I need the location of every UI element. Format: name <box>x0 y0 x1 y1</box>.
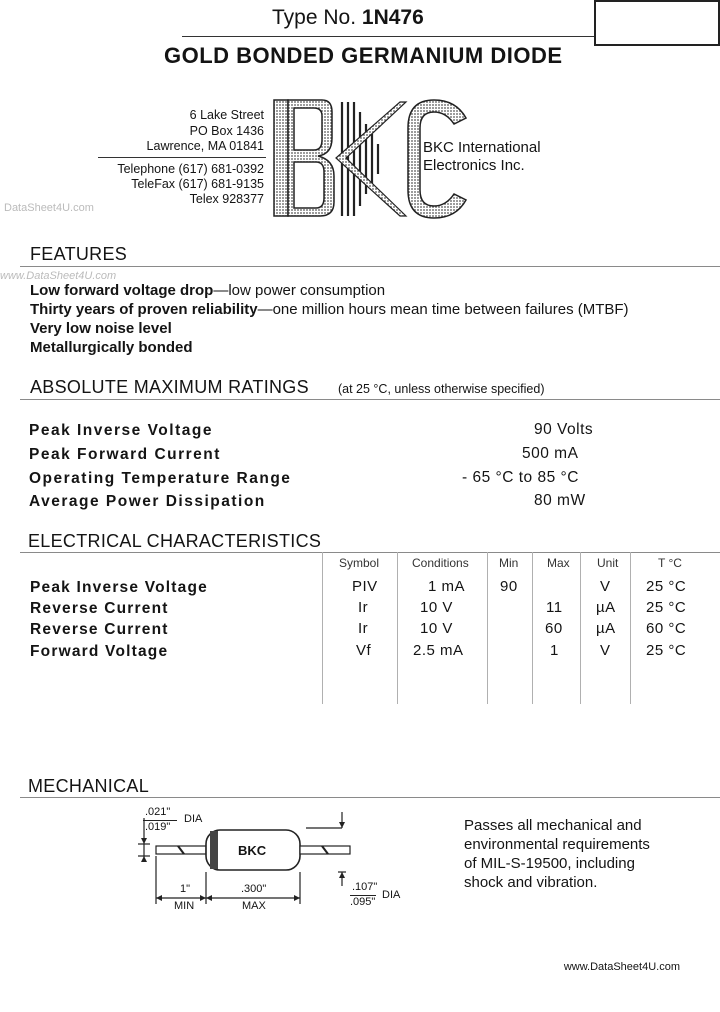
dim-lead-length-note: MIN <box>174 900 195 912</box>
type-prefix: Type No. <box>272 6 357 29</box>
address-rule <box>98 157 266 158</box>
cell-max: 1 <box>550 642 559 659</box>
table-row-label: Reverse Current <box>30 621 169 638</box>
features-rule <box>20 266 720 267</box>
ratings-note: (at 25 °C, unless otherwise specified) <box>338 382 545 396</box>
feature-item <box>30 339 193 356</box>
rating-label: Operating Temperature Range <box>29 470 292 487</box>
mechanical-heading: MECHANICAL <box>28 776 150 796</box>
dim-lead-length: 1" <box>180 883 191 895</box>
feature-bold: Metallurgically bonded <box>30 339 193 356</box>
cell-conditions: 10 V <box>420 620 453 637</box>
feature-bold: Low forward voltage drop <box>30 282 214 299</box>
mechanical-description-line: environmental requirements <box>464 836 650 853</box>
cell-max: 60 <box>545 620 563 637</box>
mechanical-description-line: shock and vibration. <box>464 874 598 891</box>
rating-value: 80 mW <box>534 492 586 509</box>
type-number <box>272 6 424 30</box>
column-header: Symbol <box>339 556 380 570</box>
feature-item <box>30 282 385 299</box>
electrical-rule <box>20 552 720 553</box>
cell-temp: 60 °C <box>646 620 687 637</box>
cell-symbol: PIV <box>352 578 378 595</box>
table-row-label: Forward Voltage <box>30 643 169 660</box>
corner-box <box>594 0 720 46</box>
cell-unit: V <box>600 578 611 595</box>
watermark: www.DataSheet4U.com <box>0 270 117 282</box>
cell-symbol: Ir <box>358 620 369 637</box>
features-heading: FEATURES <box>30 244 128 264</box>
contact-line: Telex 928377 <box>189 192 264 206</box>
table-divider <box>322 552 323 704</box>
cell-unit: V <box>600 642 611 659</box>
table-row-label: Reverse Current <box>30 600 169 617</box>
rating-label: Peak Inverse Voltage <box>29 422 213 439</box>
mechanical-description-line: of MIL-S-19500, including <box>464 855 635 872</box>
ratings-rule <box>20 399 720 400</box>
header-rule <box>182 36 594 37</box>
dim-lead-dia-label: DIA <box>184 813 203 825</box>
mechanical-rule <box>20 797 720 798</box>
table-divider <box>397 552 398 704</box>
rating-value: - 65 °C to 85 °C <box>462 469 579 486</box>
cell-unit: µA <box>596 620 616 637</box>
watermark: DataSheet4U.com <box>4 202 94 214</box>
table-divider <box>532 552 533 704</box>
cell-symbol: Ir <box>358 599 369 616</box>
cell-unit: µA <box>596 599 616 616</box>
cell-conditions: 10 V <box>420 599 453 616</box>
electrical-heading: ELECTRICAL CHARACTERISTICS <box>28 531 322 551</box>
company-name-line2: Electronics Inc. <box>423 157 525 174</box>
mechanical-description-line: Passes all mechanical and <box>464 817 642 834</box>
dim-lead-dia-max: .021" <box>145 806 171 818</box>
cell-symbol: Vf <box>356 642 372 659</box>
column-header: Conditions <box>412 556 469 570</box>
address-line: PO Box 1436 <box>189 124 264 138</box>
dim-body-length-note: MAX <box>242 900 266 912</box>
cell-max: 11 <box>546 599 563 616</box>
cell-conditions: 2.5 mA <box>413 642 464 659</box>
dim-lead-dia-min: .019" <box>145 821 171 833</box>
rating-label: Average Power Dissipation <box>29 493 266 510</box>
ratings-heading: ABSOLUTE MAXIMUM RATINGS <box>30 377 309 397</box>
rating-value: 90 Volts <box>534 421 594 438</box>
feature-bold: Thirty years of proven reliability <box>30 301 258 318</box>
address-line: Lawrence, MA 01841 <box>146 139 264 153</box>
address-line: 6 Lake Street <box>189 108 264 122</box>
dim-body-dia-min: .095" <box>350 896 376 908</box>
feature-item <box>30 301 629 318</box>
dim-body-dia-max: .107" <box>352 881 378 893</box>
feature-rest: —low power consumption <box>213 282 386 299</box>
column-header: T °C <box>658 556 682 570</box>
rating-label: Peak Forward Current <box>29 446 221 463</box>
dim-body-dia-label: DIA <box>382 889 401 901</box>
cell-temp: 25 °C <box>646 599 687 616</box>
feature-item <box>30 320 172 337</box>
diode-body-label: BKC <box>238 843 267 858</box>
rating-value: 500 mA <box>522 445 579 462</box>
cell-temp: 25 °C <box>646 642 687 659</box>
company-name-line1: BKC International <box>423 139 541 156</box>
column-header: Unit <box>597 556 619 570</box>
cell-conditions: 1 mA <box>428 578 466 595</box>
contact-line: TeleFax (617) 681-9135 <box>131 177 264 191</box>
table-row-label: Peak Inverse Voltage <box>30 579 208 596</box>
page-title: GOLD BONDED GERMANIUM DIODE <box>164 43 563 68</box>
table-divider <box>487 552 488 704</box>
feature-rest: —one million hours mean time between failures (MTBF) <box>257 301 629 318</box>
table-divider <box>580 552 581 704</box>
column-header: Min <box>499 556 519 570</box>
type-number-value: 1N476 <box>361 6 424 29</box>
contact-line: Telephone (617) 681-0392 <box>117 162 264 176</box>
feature-bold: Very low noise level <box>30 320 172 337</box>
cell-min: 90 <box>500 578 518 595</box>
footer-url[interactable]: www.DataSheet4U.com <box>563 961 680 973</box>
table-divider <box>630 552 631 704</box>
dim-body-length: .300" <box>241 883 267 895</box>
cell-temp: 25 °C <box>646 578 687 595</box>
column-header: Max <box>547 556 570 570</box>
